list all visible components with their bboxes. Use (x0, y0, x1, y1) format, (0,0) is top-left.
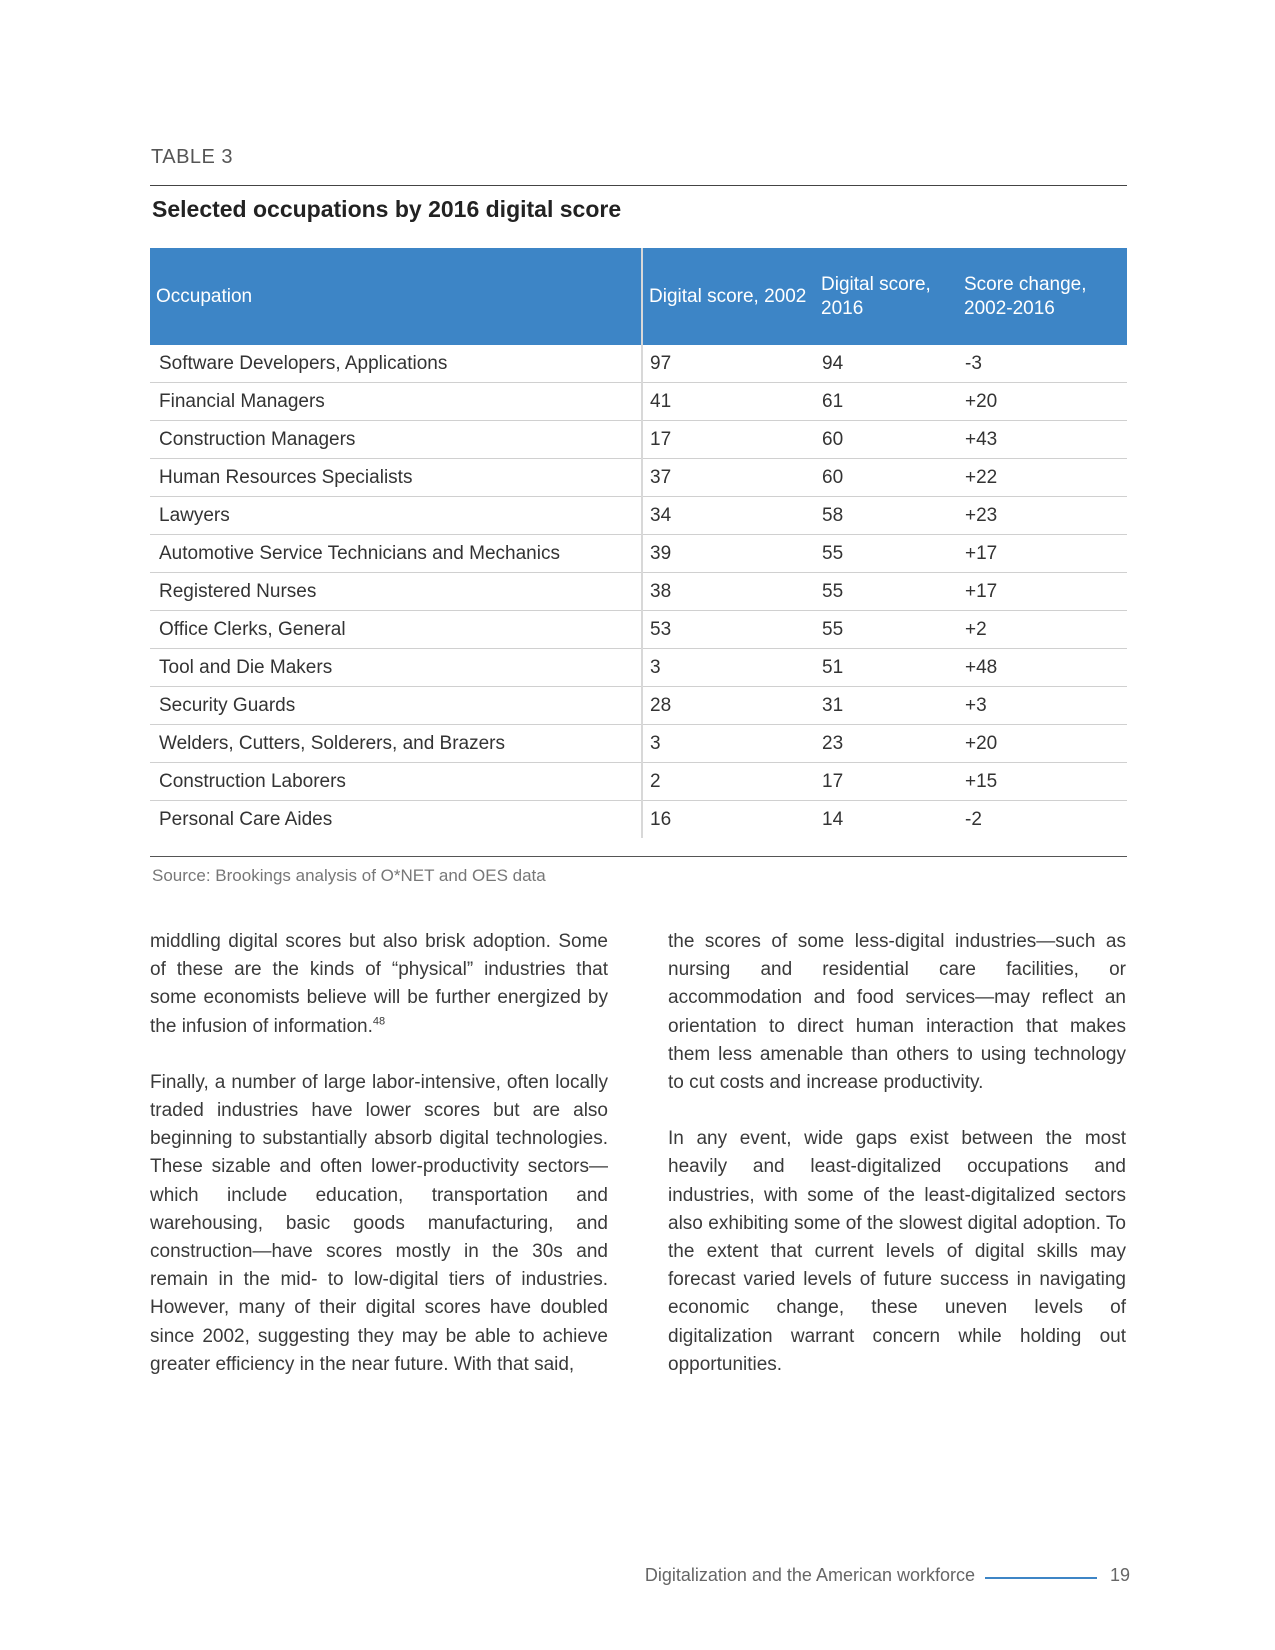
cell-score-2002: 16 (642, 801, 815, 839)
cell-score-change: +20 (958, 725, 1127, 763)
body-paragraph: the scores of some less-digital industries—such as nursing and residential care facilities, or accommodation and food services—may reflect an orientation to direct human interaction that makes them less amenable than others to using technology to cut costs and increase productivity. (668, 931, 1126, 1094)
table-row (150, 421, 1127, 459)
cell-score-change: +20 (958, 383, 1127, 421)
cell-occupation: Software Developers, Applications (150, 345, 642, 383)
cell-score-2016: 55 (815, 573, 958, 611)
table-row (150, 383, 1127, 421)
footer-title: Digitalization and the American workforce (644, 1565, 975, 1585)
table-row (150, 687, 1127, 725)
cell-score-2016: 58 (815, 497, 958, 535)
cell-score-2016: 31 (815, 687, 958, 725)
body-paragraph: In any event, wide gaps exist between the most heavily and least-digitalized occupations and industries, with some of the least-digitalized sectors also exhibiting some of the slowest digital adoption. To the extent that current levels of digital skills may forecast varied levels of future success in navigating economic change, these uneven levels of digitalization warrant concern while holding out opportunities. (668, 1128, 1126, 1375)
cell-score-2016: 61 (815, 383, 958, 421)
cell-occupation: Tool and Die Makers (150, 649, 642, 687)
cell-score-2002: 34 (642, 497, 815, 535)
header-score-2016: Digital score, 2016 (815, 248, 958, 345)
cell-occupation: Welders, Cutters, Solderers, and Brazers (150, 725, 642, 763)
cell-score-2002: 39 (642, 535, 815, 573)
cell-score-2002: 28 (642, 687, 815, 725)
footnote-marker: 48 (372, 1015, 386, 1028)
page-number: 19 (1109, 1565, 1130, 1585)
paragraph-text: middling digital scores but also brisk adoption. Some of these are the kinds of “physical” industries that some economists believe will be further energized by the infusion of information. (150, 931, 608, 1037)
cell-occupation: Construction Managers (150, 421, 642, 459)
table-title: Selected occupations by 2016 digital score (152, 196, 622, 222)
table-row (150, 459, 1127, 497)
cell-score-change: -3 (958, 345, 1127, 383)
cell-occupation: Office Clerks, General (150, 611, 642, 649)
cell-score-2002: 41 (642, 383, 815, 421)
cell-score-change: +48 (958, 649, 1127, 687)
cell-occupation: Security Guards (150, 687, 642, 725)
cell-score-change: +3 (958, 687, 1127, 725)
body-column-right (668, 928, 1126, 1407)
cell-score-2016: 94 (815, 345, 958, 383)
occupation-table (150, 248, 1127, 838)
cell-score-2002: 3 (642, 725, 815, 763)
table-row (150, 649, 1127, 687)
table-label: TABLE 3 (151, 146, 234, 168)
cell-score-change: +17 (958, 573, 1127, 611)
cell-score-2016: 60 (815, 421, 958, 459)
page-footer (600, 1565, 1130, 1595)
cell-occupation: Construction Laborers (150, 763, 642, 801)
body-paragraph (150, 928, 608, 1041)
source-note: Source: Brookings analysis of O*NET and OES data (152, 866, 546, 885)
cell-score-2016: 51 (815, 649, 958, 687)
cell-score-change: +43 (958, 421, 1127, 459)
table-row (150, 725, 1127, 763)
cell-score-2016: 60 (815, 459, 958, 497)
cell-occupation: Personal Care Aides (159, 808, 333, 830)
table-header-row (150, 248, 1127, 345)
footer-accent-line (985, 1577, 1097, 1579)
header-occupation: Occupation (150, 248, 642, 345)
bottom-rule (150, 856, 1127, 857)
table-row (150, 573, 1127, 611)
cell-score-2016: 14 (822, 808, 844, 830)
cell-score-change: -2 (965, 808, 982, 830)
cell-score-2002: 97 (642, 345, 815, 383)
table-body (150, 345, 1127, 838)
cell-score-2002: 2 (642, 763, 815, 801)
cell-score-2016: 55 (815, 535, 958, 573)
cell-score-change: +22 (958, 459, 1127, 497)
table-row (150, 345, 1127, 383)
body-paragraph: Finally, a number of large labor-intensive, often locally traded industries have lower scores but are also beginning to substantially absorb digital technologies. These sizable and often lower-productivity sectors—which include education, transportation and warehousing, basic goods manufacturing, and construction—have scores mostly in the 30s and remain in the mid- to low-digital tiers of industries. However, many of their digital scores have doubled since 2002, suggesting they may be able to achieve greater efficiency in the near future. With that said, (150, 1071, 608, 1375)
cell-score-change: +23 (958, 497, 1127, 535)
table-row (150, 497, 1127, 535)
cell-occupation: Automotive Service Technicians and Mechanics (150, 535, 642, 573)
cell-score-2016: 23 (815, 725, 958, 763)
cell-score-change: +2 (958, 611, 1127, 649)
header-score-change: Score change, 2002-2016 (958, 248, 1127, 345)
cell-score-2016: 55 (815, 611, 958, 649)
top-rule (150, 185, 1127, 186)
cell-score-2002: 17 (642, 421, 815, 459)
cell-occupation: Financial Managers (150, 383, 642, 421)
table-row (150, 535, 1127, 573)
cell-score-2002: 53 (642, 611, 815, 649)
cell-score-change: +15 (958, 763, 1127, 801)
cell-occupation: Lawyers (150, 497, 642, 535)
table-row (150, 763, 1127, 801)
body-column-left (150, 928, 608, 1407)
cell-score-2016: 17 (815, 763, 958, 801)
cell-occupation: Human Resources Specialists (150, 459, 642, 497)
cell-score-change: +17 (958, 535, 1127, 573)
header-score-2002: Digital score, 2002 (642, 248, 815, 345)
cell-occupation: Registered Nurses (150, 573, 642, 611)
table-row (150, 611, 1127, 649)
cell-score-2002: 38 (642, 573, 815, 611)
cell-score-2002: 3 (642, 649, 815, 687)
cell-score-2002: 37 (642, 459, 815, 497)
table-row (150, 801, 1127, 839)
